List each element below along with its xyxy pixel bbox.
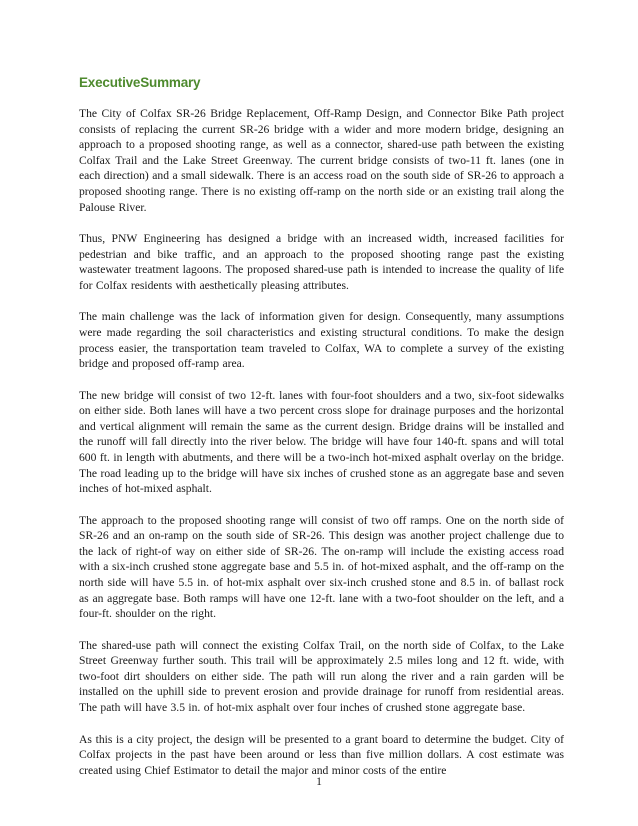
body-text	[79, 106, 564, 794]
paragraph-shared-use-path: The shared-use path will connect the existing Colfax Trail, on the north side of Colfax, to the Lake Street Greenway further south. This trail will be approximately 2.5 miles long and 12 ft. wide, with two-foot dirt shoulders on either side. The path will run along the river and a rain garden will be installed on the uphill side to prevent erosion and provide drainage for runoff from residential areas. The path will have 3.5 in. of hot-mix asphalt over four inches of crushed stone aggregate base.	[79, 638, 564, 715]
paragraph-project-overview: The City of Colfax SR-26 Bridge Replacement, Off-Ramp Design, and Connector Bike Path project consists of replacing the current SR-26 bridge with a wider and more modern bridge, designing an approach to a proposed shooting range, as well as a connector, shared-use path between the existing Colfax Trail and the Lake Street Greenway. The current bridge consists of two-11 ft. lanes (one in each direction) and a small sidewalk. There is an access road on the south side of SR-26 to approach a proposed shooting range. There is no existing off-ramp on the north side or an existing trail along the Palouse River.	[79, 107, 564, 214]
paragraph-new-bridge: The new bridge will consist of two 12-ft. lanes with four-foot shoulders and a two, six-foot sidewalks on either side. Both lanes will have a two percent cross slope for drainage purposes and the horizontal and vertical alignment will remain the same as the current design. Bridge drains will be installed and the runoff will fall directly into the river below. The bridge will have four 140-ft. spans and will total 600 ft. in length with abutments, and there will be a two-inch hot-mixed asphalt overlay on the bridge. The road leading up to the bridge will have six inches of crushed stone as an aggregate base and seven inches of hot-mixed asphalt.	[79, 388, 564, 496]
paragraph-shooting-range-approach: The approach to the proposed shooting range will consist of two off ramps. One on the north side of SR-26 and an on-ramp on the south side of SR-26. This design was another project challenge due to the lack of right-of way on either side of SR-26. The on-ramp will include the existing access road with a six-inch crushed stone aggregate base and 5.5 in. of hot-mixed asphalt, and the off-ramp on the north side will have 5.5 in. of hot-mix asphalt over six-inch crushed stone and 8.5 in. of ballast rock as an aggregate base. Both ramps will have one 12-ft. lane with a two-foot shoulder on the left, and a four-ft. shoulder on the right.	[79, 513, 564, 621]
paragraph-budget: As this is a city project, the design will be presented to a grant board to determine the budget. City of Colfax projects in the past have been around or less than five million dollars. A cost estimate was created using Chief Estimator to detail the major and minor costs of the entire	[79, 732, 564, 777]
section-heading: ExecutiveSummary	[79, 75, 201, 90]
paragraph-main-challenge: The main challenge was the lack of information given for design. Consequently, many assumptions were made regarding the soil characteristics and existing structural conditions. To make the design process easier, the transportation team traveled to Colfax, WA to complete a survey of the existing bridge and proposed off-ramp area.	[79, 310, 564, 371]
page-number: 1	[316, 775, 322, 788]
paragraph-design-intent: Thus, PNW Engineering has designed a bridge with an increased width, increased facilities for pedestrian and bike traffic, and an approach to the proposed shooting range past the existing wastewater treatment lagoons. The proposed shared-use path is intended to increase the quality of life for Colfax residents with aesthetically pleasing attributes.	[79, 232, 564, 292]
